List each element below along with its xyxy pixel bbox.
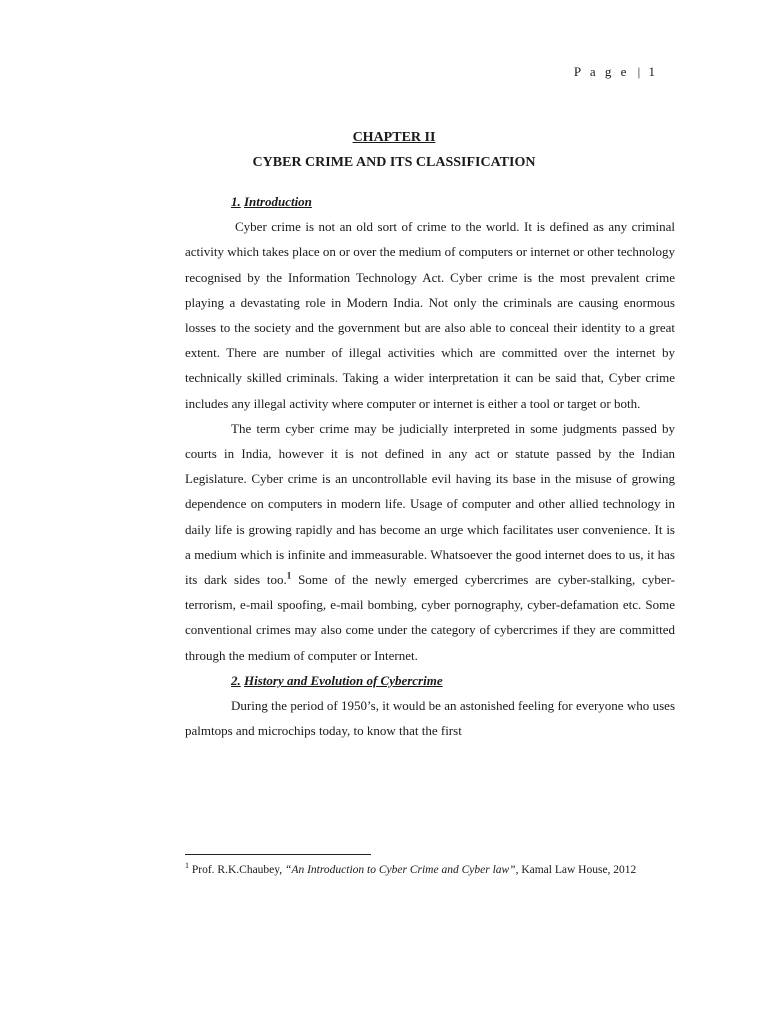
- section-number: 1.: [231, 194, 241, 209]
- footnote-author: Prof. R.K.Chaubey,: [191, 863, 286, 876]
- section-heading-history: [185, 668, 675, 693]
- paragraph: Cyber crime is not an old sort of crime to the world. It is defined as any criminal activity which takes place on or over the medium of computers or internet or other technology recognised by the Information Technology Act. Cyber crime is the most prevalent crime playing a devastating role in Modern India. Not only the criminals are causing enormous losses to the society and the government but are also able to conceal their identity to a great extent. There are number of illegal activities which are committed over the internet by technically skilled criminals. Taking a wider interpretation it can be said that, Cyber crime includes any illegal activity where computer or internet is either a tool or target or both.: [185, 219, 675, 411]
- paragraph: During the period of 1950’s, it would be an astonished feeling for everyone who uses palmtops and microchips today, to know that the first: [185, 698, 675, 739]
- page-number: 1: [648, 64, 658, 79]
- page-header: [574, 64, 658, 80]
- footnote-divider: [185, 854, 371, 855]
- section-title: History and Evolution of Cybercrime: [244, 672, 443, 688]
- footnote-publisher: , Kamal Law House, 2012: [515, 863, 637, 876]
- section-title: Introduction: [244, 194, 312, 209]
- chapter-title: CYBER CRIME AND ITS CLASSIFICATION: [252, 155, 536, 170]
- chapter-number: CHAPTER II: [352, 130, 436, 145]
- paragraph: [185, 416, 675, 668]
- footnote-reference[interactable]: 1: [286, 570, 292, 581]
- page-separator: |: [637, 64, 641, 79]
- page-label: P a g e: [573, 64, 630, 79]
- footnote: [185, 858, 675, 878]
- footnote-mark: 1: [185, 861, 189, 870]
- paragraph-text: Some of the newly emerged cybercrimes are cyber-stalking, cyber-terrorism, e-mail spoofing, e-mail bombing, cyber pornography, cyber-defamation etc. Some conventional crimes may also come under the category of cybercrimes if they are committed through the medium of computer or Internet.: [185, 572, 675, 663]
- section-heading-introduction: [185, 189, 675, 214]
- document-body: [185, 189, 675, 743]
- section-number: 2.: [231, 672, 241, 688]
- paragraph-text: The term cyber crime may be judicially interpreted in some judgments passed by courts in India, however it is not defined in any act or statute passed by the Indian Legislature. Cyber crime is an uncontrollable evil having its base in the misuse of growing dependence on computers in modern life. Usage of computer and other allied technology in daily life is growing rapidly and has become an urge which facilitates user convenience. It is a medium which is infinite and immeasurable. Whatsoever the good internet does to us, it has its dark sides too.: [185, 420, 675, 588]
- footnote-title: “An Introduction to Cyber Crime and Cyber law”: [285, 863, 516, 876]
